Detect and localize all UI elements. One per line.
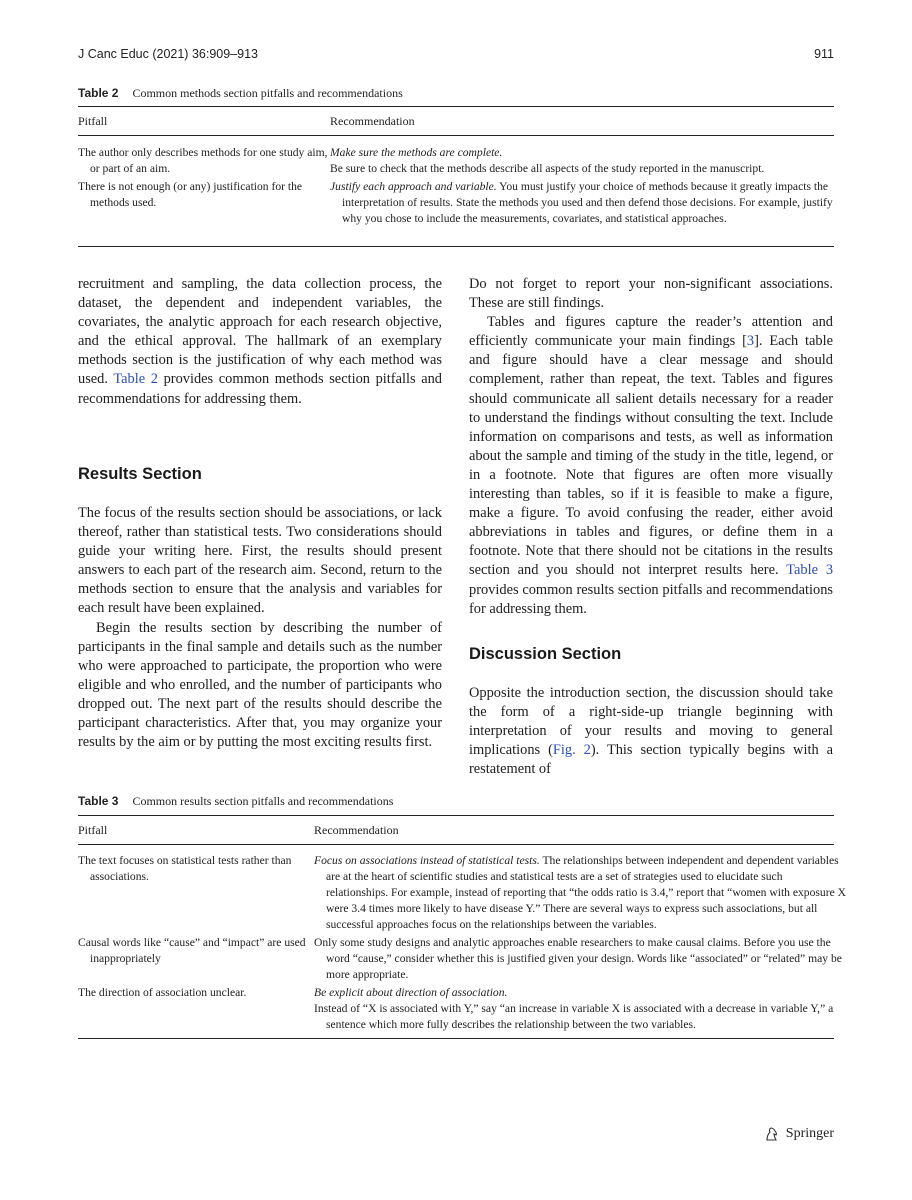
table3-top-rule	[78, 815, 834, 816]
left-column-results	[78, 504, 442, 752]
table2-title: Common methods section pitfalls and recommendations	[132, 86, 403, 100]
table3-row3-recommendation	[314, 985, 846, 1033]
table3-row1-rec-text: The relationships between independent and dependent variables are at the heart of scientific studies and statistical tests are a set of strategies used to elucidate such relationships. For example, instead of reporting that “the odds ratio is 3.4,” report that “women with exposure X were 3.4 times more likely to have disease Y.” There are several ways to express such associations, but all successful approaches focus on the relationships between the variables.	[326, 854, 846, 931]
springer-footer	[764, 1126, 834, 1142]
discussion-paragraph-1: Opposite the introduction section, the discussion should take the form of a right-side-up triangle beginning with interpretation of your results and moving to general implications (Fig. 2). This section typically begins with a restatement of	[469, 685, 833, 778]
table2-row2-recommendation	[330, 179, 846, 227]
table2-label: Table 2	[78, 86, 119, 100]
table3-row1-pitfall: The text focuses on statistical tests rather than associations.	[78, 854, 292, 883]
table3-col-recommendation: Recommendation	[314, 823, 399, 837]
nonsignificant-paragraph: Do not forget to report your non-significant associations. These are still findings.	[469, 276, 833, 312]
table2-col-pitfall: Pitfall	[78, 114, 108, 128]
table2-row2-rec-text: You must justify your choice of methods because it greatly impacts the interpretation of results. State the methods you used and then defend those decisions. For example, justify why you chose to include the measurements, covariates, and statistical approaches.	[342, 180, 833, 225]
table2-row1-rec-text: Be sure to check that the methods describe all aspects of the study reported in the manuscript.	[330, 162, 765, 175]
table3-row3-pitfall: The direction of association unclear.	[78, 986, 247, 999]
table2-bottom-rule	[78, 246, 834, 247]
springer-horse-icon	[764, 1126, 780, 1142]
table2-row1-rec-italic: Make sure the methods are complete.	[330, 146, 503, 159]
table3-title: Common results section pitfalls and recommendations	[132, 794, 394, 808]
table3-col-pitfall: Pitfall	[78, 823, 108, 837]
figure2-reference-link[interactable]: Fig. 2	[552, 742, 591, 759]
tables-figures-paragraph: Tables and figures capture the reader’s attention and efficiently communicate your main findings [3]. Each table and figure should have a clear message and should complement, rather than repeat, the text. Tables and figures should communicate all salient details necessary for a reader to understand the findings without consulting the text. Include information on comparisons and tests, as well as information about the sample and timing of the study in the title, legend, or in a footnote. Note that figures are often more visually interesting than tables, so if it is feasible to make a figure, make a figure. To avoid confusing the reader, either avoid abbreviations in tables and figures, or define them in a footnote. Note that there should not be citations in the results section and you should not interpret results here. Table 3 provides common results section pitfalls and recommendations for addressing them.	[469, 314, 834, 617]
table2-top-rule	[78, 106, 834, 107]
results-paragraph-1: The focus of the results section should be associations, or lack thereof, rather than statistical tests. Two considerations should guide your writing here. First, the results should present answers to each part of the research aim. Second, return to the methods section to ensure that the analysis and variables for each result have been explained.	[78, 505, 442, 617]
table3-caption	[78, 794, 393, 809]
table2-row2-pitfall: There is not enough (or any) justification for the methods used.	[78, 180, 303, 209]
table3-row3-rec-text: Instead of “X is associated with Y,” say “an increase in variable X is associated with a decrease in variable Y,” a sentence which more fully describes the relationship between the two variables.	[314, 1002, 834, 1031]
table2-row1-pitfall: The author only describes methods for one study aim, or part of an aim.	[78, 146, 328, 175]
journal-citation: J Canc Educ (2021) 36:909–913	[78, 47, 258, 61]
table3-row1-recommendation	[314, 853, 846, 933]
table2-row2-rec-italic: Justify each approach and variable.	[330, 180, 497, 193]
right-column-top	[469, 275, 833, 619]
table3-row1-rec-italic: Focus on associations instead of statistical tests.	[314, 854, 540, 867]
springer-label: Springer	[785, 1126, 834, 1141]
page-number: 911	[814, 47, 834, 61]
right-column-discussion	[469, 684, 833, 779]
reference-3-link[interactable]: 3	[746, 333, 755, 350]
table2-col-recommendation: Recommendation	[330, 114, 415, 128]
table3-bottom-rule	[78, 1038, 834, 1039]
table2-header-rule	[78, 135, 834, 136]
table2-row1-recommendation	[330, 145, 846, 177]
table3-header-rule	[78, 844, 834, 845]
table3-reference-link[interactable]: Table 3	[786, 562, 834, 579]
table2-reference-link[interactable]: Table 2	[113, 371, 158, 388]
methods-closing-paragraph: recruitment and sampling, the data collection process, the dataset, the dependent and independent variables, the covariates, the analytic approach for each research objective, and the ethical approval. The hallmark of an exemplary methods section is the justification of why each method was used. Table 2 provides common methods section pitfalls and recommendations for addressing them.	[78, 276, 442, 407]
table3-label: Table 3	[78, 794, 119, 808]
results-paragraph-2: Begin the results section by describing the number of participants in the final sample and details such as the number who were approached to participate, the proportion who were eligible and who enrolled, and the number of participants who dropped out. The next part of the results should describe the participant characteristics. After that, you may organize your results by the aim or by putting the most exciting results first.	[78, 619, 442, 751]
table3-row2-recommendation: Only some study designs and analytic approaches enable researchers to make causal claims. Before you use the word “cause,” consider whether this is justified given your design. Words like “associated” or “related” may be more appropriate.	[314, 936, 842, 981]
table3-row2-pitfall: Causal words like “cause” and “impact” are used inappropriately	[78, 936, 306, 965]
table2-caption	[78, 86, 403, 101]
table3-row3-rec-italic: Be explicit about direction of association.	[314, 986, 508, 999]
discussion-section-heading: Discussion Section	[469, 645, 622, 663]
left-column-top	[78, 275, 442, 409]
results-section-heading: Results Section	[78, 465, 202, 483]
